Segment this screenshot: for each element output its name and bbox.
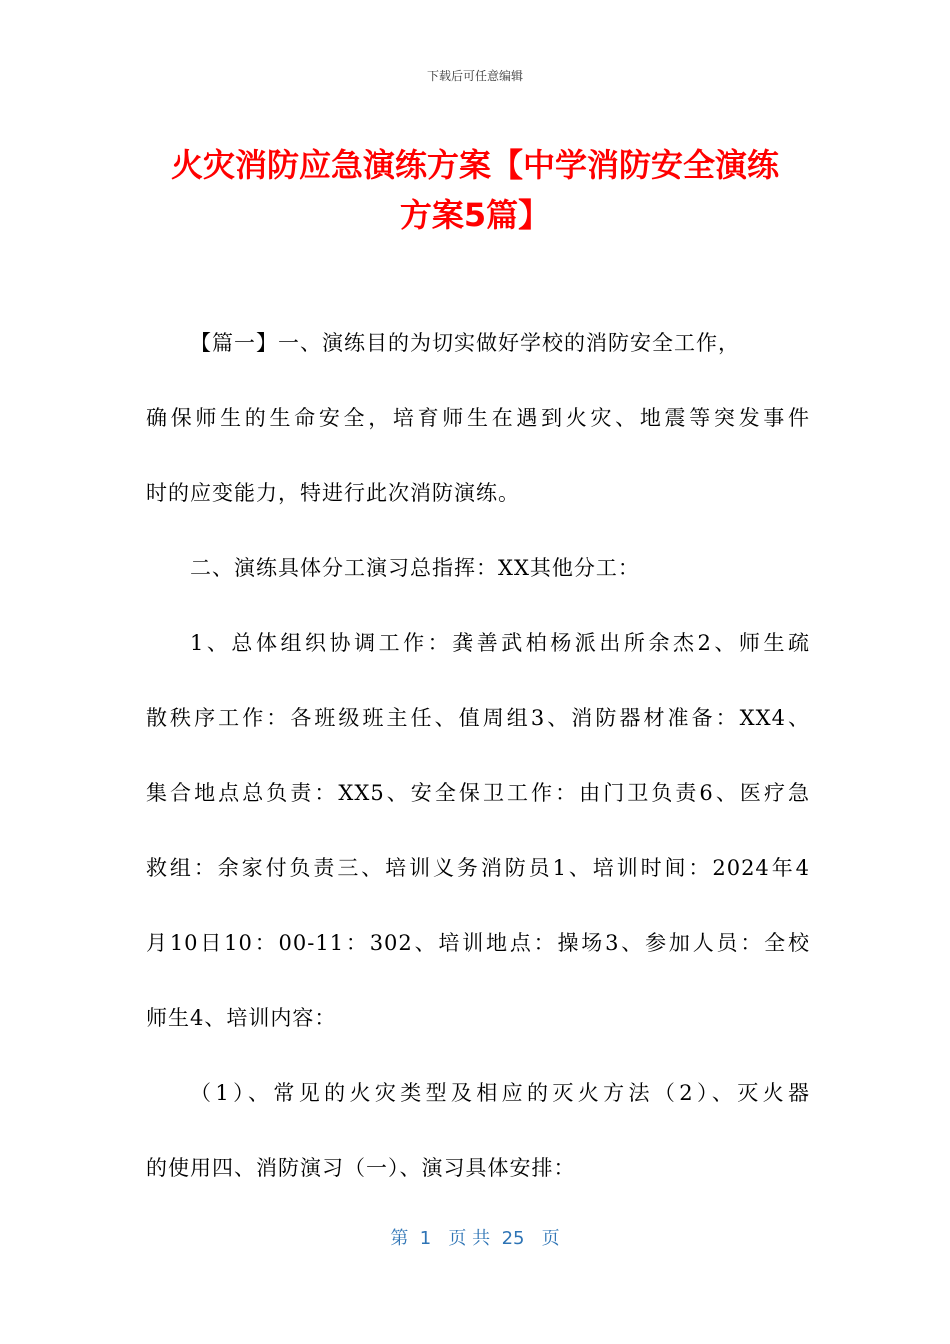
body-line: 【篇一】一、演练目的为切实做好学校的消防安全工作，	[190, 331, 740, 355]
body-line: 时的应变能力，特进行此次消防演练。	[146, 481, 520, 505]
title-line-2: 方案5篇】	[399, 196, 551, 234]
body-line: 的使用四、消防演习（一）、演习具体安排：	[146, 1156, 576, 1180]
body-line: 散秩序工作：各班级班主任、值周组3、消防器材准备：XX4、	[146, 706, 810, 730]
body-line: 救组：余家付负责三、培训义务消防员1、培训时间：2024年4	[146, 856, 810, 880]
body-line: 二、演练具体分工演习总指挥：XX其他分工：	[190, 556, 640, 580]
body-line: 集合地点总负责：XX5、安全保卫工作：由门卫负责6、医疗急	[146, 781, 810, 805]
body-line: 1、总体组织协调工作：龚善武柏杨派出所余杰2、师生疏	[190, 631, 810, 655]
page-footer: 第 1 页 共 25 页	[390, 1228, 560, 1249]
title-line-1: 火灾消防应急演练方案【中学消防安全演练	[170, 146, 779, 184]
body-line: 月10日10：00-11：302、培训地点：操场3、参加人员：全校	[146, 931, 810, 955]
body-line: （1）、常见的火灾类型及相应的灭火方法（2）、灭火器	[190, 1081, 810, 1105]
body-line: 确保师生的生命安全，培育师生在遇到火灾、地震等突发事件	[146, 406, 810, 430]
page-header: 下载后可任意编辑	[426, 69, 523, 83]
body-line: 师生4、培训内容：	[146, 1006, 337, 1030]
